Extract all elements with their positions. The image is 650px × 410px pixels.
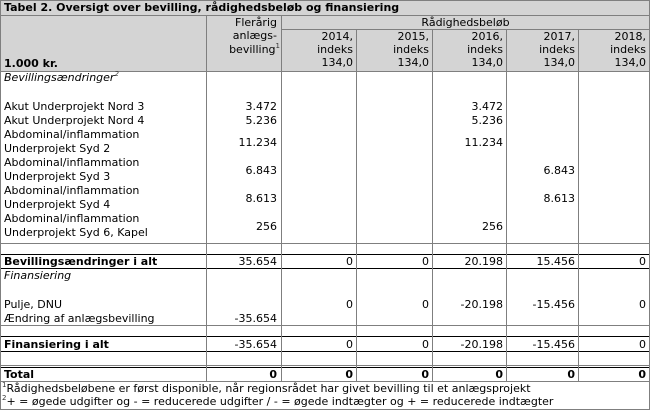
row-value: 8.613 xyxy=(543,192,575,205)
year-2015-1: 2015, xyxy=(397,30,429,43)
row-bevilling: 3.472 xyxy=(245,100,277,113)
pulje-value: -20.198 xyxy=(460,298,503,311)
subtotal-finansiering-value: -20.198 xyxy=(460,338,503,351)
year-2016-2: indeks xyxy=(467,43,503,56)
subtotal-finansiering-value: 0 xyxy=(422,338,429,351)
total-value: 0 xyxy=(638,368,646,381)
table-title: Tabel 2. Oversigt over bevilling, rådighedsbeløb og finansiering xyxy=(4,1,400,14)
pulje-value: 0 xyxy=(346,298,353,311)
unit-label: 1.000 kr. xyxy=(4,57,58,70)
flerarig-header-3: bevilling$^1$ xyxy=(229,42,280,56)
row-label: Akut Underprojekt Nord 4 xyxy=(4,114,145,127)
row-bevilling: 11.234 xyxy=(238,136,277,149)
year-2014-1: 2014, xyxy=(321,30,353,43)
row-value: 11.234 xyxy=(464,136,503,149)
subtotal-bevilling-value: 15.456 xyxy=(536,255,575,268)
aendring-label: Ændring af anlægsbevilling xyxy=(4,312,155,325)
subtotal-finansiering-value: 0 xyxy=(639,338,646,351)
year-2017-3: 134,0 xyxy=(543,56,575,69)
row-label: Abdominal/inflammation xyxy=(4,156,140,169)
year-2015-3: 134,0 xyxy=(397,56,429,69)
aendring-bev: -35.654 xyxy=(234,312,277,325)
row-label-cont: Underprojekt Syd 6, Kapel xyxy=(4,226,148,239)
subtotal-finansiering-value: 0 xyxy=(346,338,353,351)
row-label-cont: Underprojekt Syd 3 xyxy=(4,170,111,183)
footnote-2: $^2$+ = øgede udgifter og - = reducerede udgifter / - = øgede indtægter og + = reducerede indtægter xyxy=(2,394,554,408)
year-2015-2: indeks xyxy=(393,43,429,56)
total-label: Total xyxy=(4,368,35,381)
year-2014-2: indeks xyxy=(317,43,353,56)
row-value: 6.843 xyxy=(543,164,575,177)
subtotal-bevilling-bev: 35.654 xyxy=(238,255,277,268)
total-value: 0 xyxy=(567,368,575,381)
subtotal-finansiering-bev: -35.654 xyxy=(234,338,277,351)
row-bevilling: 6.843 xyxy=(245,164,277,177)
row-label: Abdominal/inflammation xyxy=(4,184,140,197)
footnote-1: $^1$Rådighedsbeløbene er først disponible, når regionsrådet har givet bevilling til et anlægsprojekt xyxy=(2,381,531,395)
flerarig-header-2: anlægs- xyxy=(232,29,277,42)
subtotal-bevilling-value: 20.198 xyxy=(464,255,503,268)
row-label: Abdominal/inflammation xyxy=(4,212,140,225)
subtotal-bevilling-label: Bevillingsændringer i alt xyxy=(4,255,158,268)
row-label: Akut Underprojekt Nord 3 xyxy=(4,100,145,113)
row-label-cont: Underprojekt Syd 4 xyxy=(4,198,111,211)
row-label: Abdominal/inflammation xyxy=(4,128,140,141)
raadighed-header: Rådighedsbeløb xyxy=(421,16,510,29)
year-2018-3: 134,0 xyxy=(614,56,646,69)
subtotal-bevilling-value: 0 xyxy=(639,255,646,268)
row-value: 3.472 xyxy=(471,100,503,113)
row-bevilling: 5.236 xyxy=(245,114,277,127)
section-bevillingsaendringer: Bevillingsændringer$^2$ xyxy=(4,70,119,84)
row-value: 256 xyxy=(482,220,503,233)
flerarig-header-1: Flerårig xyxy=(235,16,277,29)
pulje-value: 0 xyxy=(422,298,429,311)
total-value: 0 xyxy=(421,368,429,381)
total-value: 0 xyxy=(495,368,503,381)
subtotal-bevilling-value: 0 xyxy=(422,255,429,268)
year-2018-2: indeks xyxy=(610,43,646,56)
row-value: 5.236 xyxy=(471,114,503,127)
year-2017-1: 2017, xyxy=(543,30,575,43)
subtotal-bevilling-value: 0 xyxy=(346,255,353,268)
year-2017-2: indeks xyxy=(539,43,575,56)
pulje-label: Pulje, DNU xyxy=(4,298,63,311)
pulje-value: -15.456 xyxy=(532,298,575,311)
row-bevilling: 8.613 xyxy=(245,192,277,205)
subtotal-finansiering-value: -15.456 xyxy=(532,338,575,351)
total-value: 0 xyxy=(345,368,353,381)
year-2014-3: 134,0 xyxy=(321,56,353,69)
section-finansiering: Finansiering xyxy=(4,269,72,282)
subtotal-finansiering-label: Finansiering i alt xyxy=(4,338,109,351)
row-bevilling: 256 xyxy=(256,220,277,233)
row-label-cont: Underprojekt Syd 2 xyxy=(4,142,111,155)
year-2016-1: 2016, xyxy=(471,30,503,43)
pulje-value: 0 xyxy=(639,298,646,311)
total-bev: 0 xyxy=(269,368,277,381)
year-2016-3: 134,0 xyxy=(471,56,503,69)
year-2018-1: 2018, xyxy=(614,30,646,43)
